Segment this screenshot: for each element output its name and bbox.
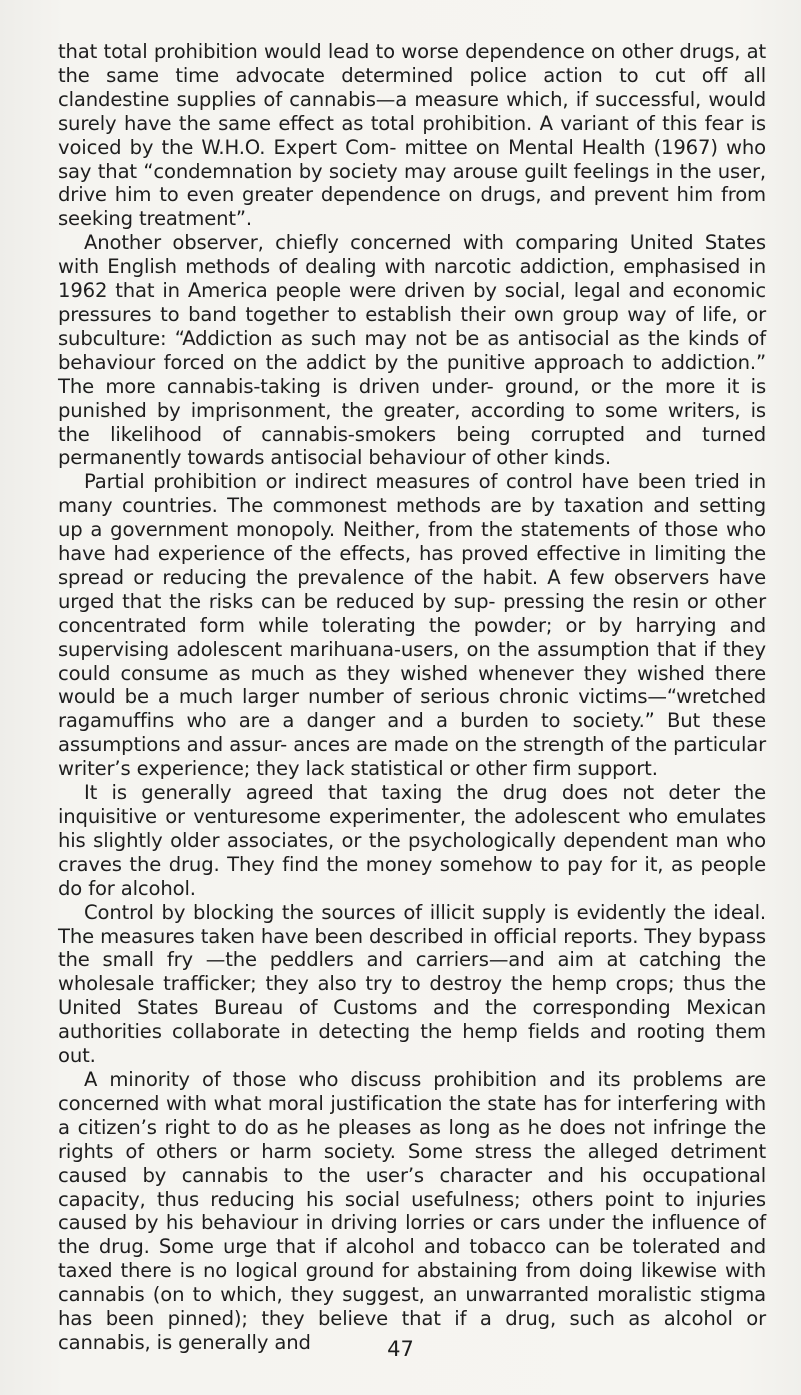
- page-number: 47: [387, 1337, 414, 1361]
- paragraph-american-addiction: Another observer, chiefly concerned with comparing United States with English methods of dealing with narcotic addiction, emphasised in 1962 that in America people were driven by social, legal and economic pressures to band together to establish their own group way of life, or subculture: “Addiction as such may not be as antisocial as the kinds of behaviour forced on the addict by the punitive approach to addiction.” The more cannabis-taking is driven under- ground, or the more it is punished by imprisonment, the greater, according to some writers, is the likelihood of cannabis-smokers being corrupted and turned permanently towards antisocial behaviour of other kinds.: [58, 231, 766, 470]
- paragraph-continued: that total prohibition would lead to worse dependence on other drugs, at the same time advocate determined police action to cut off all clandestine supplies of cannabis—a measure which, if successful, would surely have the same effect as total prohibition. A variant of this fear is voiced by the W.H.O. Expert Com- mittee on Mental Health (1967) who say that “condemnation by society may arouse guilt feelings in the user, drive him to even greater dependence on drugs, and prevent him from seeking treatment”.: [58, 40, 766, 231]
- paragraph-taxing: It is generally agreed that taxing the drug does not deter the inquisitive or venturesome experimenter, the adolescent who emulates his slightly older associates, or the psychologically dependent man who craves the drug. They find the money somehow to pay for it, as people do for alcohol.: [58, 781, 766, 900]
- paragraph-moral-justification: A minority of those who discuss prohibition and its problems are concerned with what moral justification the state has for interfering with a citizen’s right to do as he pleases as long as he does not infringe the rights of others or harm society. Some stress the alleged detriment caused by cannabis to the user’s character and his occupational capacity, thus reducing his social usefulness; others point to injuries caused by his behaviour in driving lorries or cars under the influence of the drug. Some urge that if alcohol and tobacco can be tolerated and taxed there is no logical ground for abstaining from doing likewise with cannabis (on to which, they suggest, an unwarranted moralistic stigma has been pinned); they believe that if a drug, such as alcohol or cannabis, is generally and: [58, 1067, 766, 1354]
- paragraph-supply-control: Control by blocking the sources of illicit supply is evidently the ideal. The measures taken have been described in official reports. They bypass the small fry —the peddlers and carriers—and aim at catching the wholesale trafficker; they also try to destroy the hemp crops; thus the United States Bureau of Customs and the corresponding Mexican authorities collaborate in detecting the hemp fields and rooting them out.: [58, 900, 766, 1068]
- paragraph-partial-prohibition: Partial prohibition or indirect measures of control have been tried in many countries. The commonest methods are by taxation and setting up a government monopoly. Neither, from the statements of those who have had experience of the effects, has proved effective in limiting the spread or reducing the prevalence of the habit. A few observers have urged that the risks can be reduced by sup- pressing the resin or other concentrated form while tolerating the powder; or by harrying and supervising adolescent marihuana-users, on the assumption that if they could consume as much as they wished whenever they wished there would be a much larger number of serious chronic victims—“wretched ragamuffins who are a danger and a burden to society.” But these assumptions and assur- ances are made on the strength of the particular writer’s experience; they lack statistical or other firm support.: [58, 470, 766, 781]
- body-text: [58, 40, 766, 1355]
